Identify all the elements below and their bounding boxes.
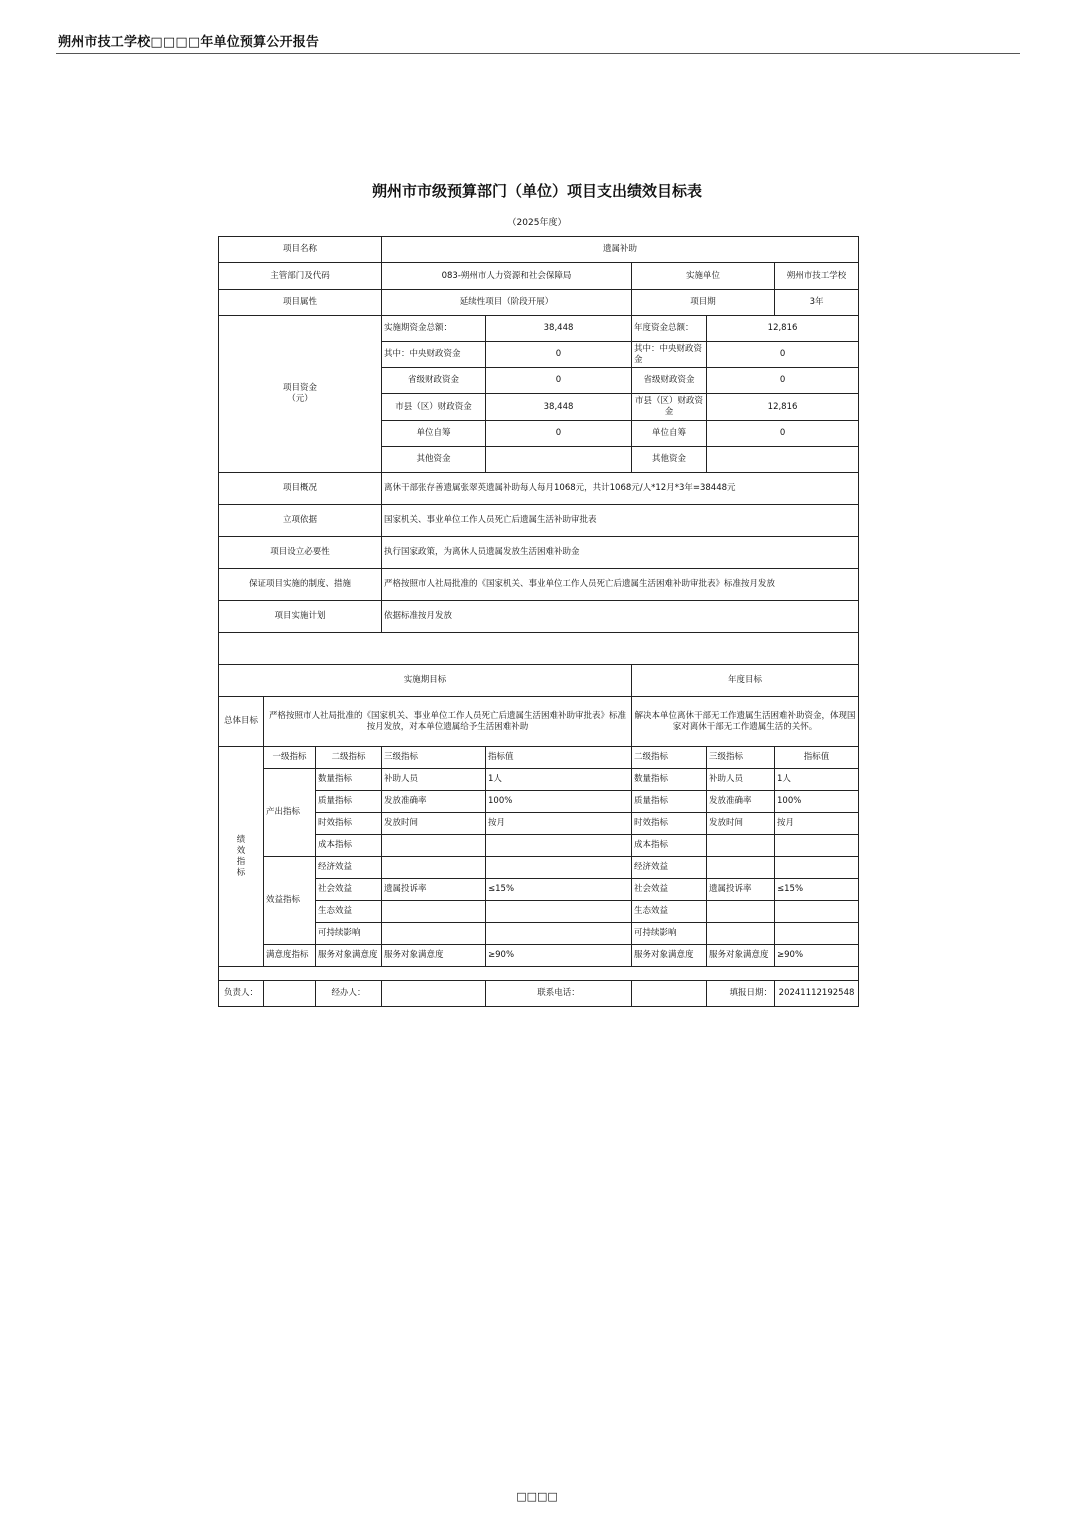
date-label: 填报日期： [707,981,775,1007]
col-level3: 三级指标 [382,747,486,769]
blank-row-2 [219,967,859,981]
handler-label: 经办人： [316,981,382,1007]
measures-value: 严格按照市人社局批准的《国家机关、事业单位工作人员死亡后遗属生活困难补助审批表》标准按月发放 [382,569,859,601]
table-row-l2b: 数量指标 [632,769,707,791]
dept-value: 083-朔州市人力资源和社会保障局 [382,263,632,290]
funds-other-label: 其他资金 [382,447,486,473]
table-row-valueb: 按月 [775,813,859,835]
funds-city: 38,448 [486,394,632,421]
annual-total-label: 年度资金总额： [632,316,707,342]
funds-unit: （元） [287,394,313,404]
phone-value [632,981,707,1007]
table-row-value: 1人 [486,769,632,791]
table-row-l2: 服务对象满意度 [316,945,382,967]
table-row-l2b: 生态效益 [632,901,707,923]
attr-label: 项目属性 [219,290,382,316]
table-row-l2b: 社会效益 [632,879,707,901]
table-row-l3b: 发放时间 [707,813,775,835]
header-rule [56,53,1020,54]
table-row-l3b: 服务对象满意度 [707,945,775,967]
table-row-l2: 质量指标 [316,791,382,813]
annual-self: 0 [707,421,859,447]
page-header: 朔州市技工学校□□□□年单位预算公开报告 [58,35,320,50]
table-row-value [486,901,632,923]
table-row-value: ≥90% [486,945,632,967]
annual-central: 0 [707,342,859,368]
funds-province: 0 [486,368,632,394]
table-row-l3 [382,923,486,945]
funds-total-label: 实施期资金总额： [382,316,486,342]
perf-label: 绩效指标 [236,834,246,878]
impl-target-label: 实施期目标 [219,665,632,697]
table-row-l2b: 成本指标 [632,835,707,857]
table-row-l2: 生态效益 [316,901,382,923]
table-row-l2: 经济效益 [316,857,382,879]
annual-target-label: 年度目标 [632,665,859,697]
annual-province-label: 省级财政资金 [632,368,707,394]
table-row-l2: 社会效益 [316,879,382,901]
table-row-l3: 遗属投诉率 [382,879,486,901]
handler-value [382,981,486,1007]
blank-row [219,633,859,665]
annual-city: 12,816 [707,394,859,421]
impl-unit-label: 实施单位 [632,263,775,290]
necessity-value: 执行国家政策，为离休人员遗属发放生活困难补助金 [382,537,859,569]
funds-total: 38,448 [486,316,632,342]
table-row-l3b [707,835,775,857]
owner-value [264,981,316,1007]
col-level3b: 三级指标 [707,747,775,769]
table-row-valueb [775,901,859,923]
overall-target-label: 总体目标 [219,697,264,747]
funds-province-label: 省级财政资金 [382,368,486,394]
period-label: 项目期 [632,290,775,316]
attr-value: 延续性项目（阶段开展） [382,290,632,316]
col-valueb: 指标值 [775,747,859,769]
funds-label-cell [219,316,382,473]
table-row-l3 [382,857,486,879]
table-row-value [486,835,632,857]
funds-other [486,447,632,473]
table-row-value [486,923,632,945]
table-row-l2b: 可持续影响 [632,923,707,945]
annual-self-label: 单位自筹 [632,421,707,447]
table-row-value [486,857,632,879]
table-row-l3b [707,923,775,945]
page-number: □□□□ [516,1490,558,1503]
phone-label: 联系电话： [486,981,632,1007]
annual-central-label: 其中：中央财政资金 [632,342,707,368]
annual-province: 0 [707,368,859,394]
benefit-indicator-label: 效益指标 [264,857,316,945]
table-row-l2: 成本指标 [316,835,382,857]
table-row-valueb [775,923,859,945]
document-title: 朔州市市级预算部门（单位）项目支出绩效目标表 [371,182,702,200]
period-value: 3年 [775,290,859,316]
table-row-l3 [382,901,486,923]
table-row-l2: 可持续影响 [316,923,382,945]
table-row-l2b: 经济效益 [632,857,707,879]
table-row-l3b: 发放准确率 [707,791,775,813]
table-row-l3: 补助人员 [382,769,486,791]
measures-label: 保证项目实施的制度、措施 [219,569,382,601]
annual-city-label: 市县（区）财政资金 [632,394,707,421]
annual-other-label: 其他资金 [632,447,707,473]
col-value: 指标值 [486,747,632,769]
document-year: （2025年度） [507,218,567,228]
overall-target-annual: 解决本单位离休干部无工作遗属生活困难补助资金，体现国家对离休干部无工作遗属生活的关怀。 [632,697,859,747]
table-row-value: 按月 [486,813,632,835]
table-row-l2: 时效指标 [316,813,382,835]
plan-value: 依据标准按月发放 [382,601,859,633]
funds-self: 0 [486,421,632,447]
owner-label: 负责人： [219,981,264,1007]
date-value: 20241112192548 [775,981,859,1007]
table-row-valueb: ≤15% [775,879,859,901]
necessity-label: 项目设立必要性 [219,537,382,569]
table-row-l3: 发放时间 [382,813,486,835]
table-row-value: ≤15% [486,879,632,901]
table-row-value: 100% [486,791,632,813]
overall-target-impl: 严格按照市人社局批准的《国家机关、事业单位工作人员死亡后遗属生活困难补助审批表》标准按月发放，对本单位遗属给予生活困难补助 [264,697,632,747]
impl-unit-value: 朔州市技工学校 [775,263,859,290]
table-row-l2b: 质量指标 [632,791,707,813]
table-row-valueb [775,857,859,879]
output-indicator-label: 产出指标 [264,769,316,857]
annual-total: 12,816 [707,316,859,342]
table-row-l2b: 时效指标 [632,813,707,835]
funds-central-label: 其中：中央财政资金 [382,342,486,368]
table-row-valueb: 1人 [775,769,859,791]
overview-value: 离休干部张存善遗属张翠英遗属补助每人每月1068元，共计1068元/人*12月*3年=38448元 [382,473,859,505]
basis-label: 立项依据 [219,505,382,537]
table-row-l3b [707,857,775,879]
table-row-l2b: 服务对象满意度 [632,945,707,967]
funds-self-label: 单位自筹 [382,421,486,447]
project-name: 遗属补助 [382,237,859,263]
overview-label: 项目概况 [219,473,382,505]
table-row-l3b: 补助人员 [707,769,775,791]
funds-label: 项目资金 [283,383,318,393]
performance-target-table [218,236,859,1007]
funds-central: 0 [486,342,632,368]
dept-label: 主管部门及代码 [219,263,382,290]
table-row-valueb: ≥90% [775,945,859,967]
table-row-valueb: 100% [775,791,859,813]
table-row-l3 [382,835,486,857]
col-level2b: 二级指标 [632,747,707,769]
satisfaction-indicator-label: 满意度指标 [264,945,316,967]
table-row-valueb [775,835,859,857]
funds-city-label: 市县（区）财政资金 [382,394,486,421]
col-level2: 二级指标 [316,747,382,769]
table-row-l2: 数量指标 [316,769,382,791]
table-row-l3: 发放准确率 [382,791,486,813]
basis-value: 国家机关、事业单位工作人员死亡后遗属生活补助审批表 [382,505,859,537]
table-row-l3b [707,901,775,923]
project-name-label: 项目名称 [219,237,382,263]
perf-indicator-label [219,747,264,967]
plan-label: 项目实施计划 [219,601,382,633]
col-level1: 一级指标 [264,747,316,769]
table-row-l3: 服务对象满意度 [382,945,486,967]
annual-other [707,447,859,473]
table-row-l3b: 遗属投诉率 [707,879,775,901]
